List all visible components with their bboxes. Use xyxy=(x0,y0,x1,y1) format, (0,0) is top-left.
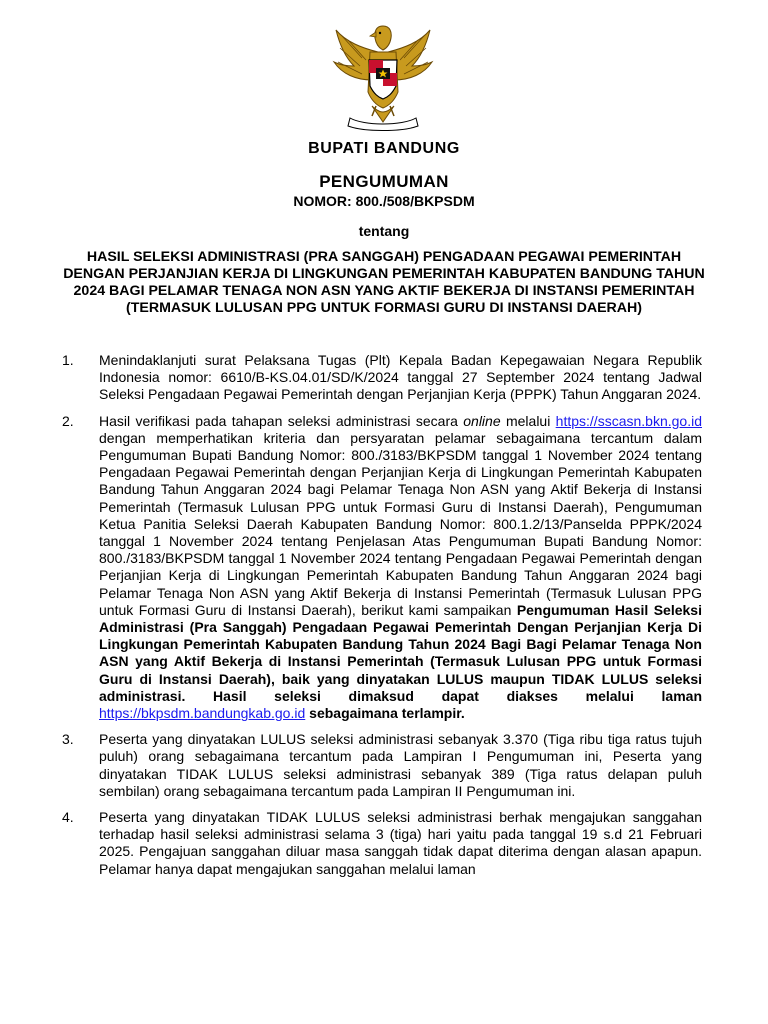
bold-statement-end: sebagaimana terlampir. xyxy=(305,705,465,722)
issuer-heading: BUPATI BANDUNG xyxy=(308,140,460,157)
text-segment: dengan memperhatikan kriteria dan persyaratan pelamar sebagaimana tercantum dalam Pengumuman Bupati Bandung Nomor: 800./3183/BKPSDM tanggal 1 November 2024 tentang Pengadaan Pegawai Pemerintah dengan Perjanjian Kerja di Lingkungan Pemerintah Kabupaten Bandung Tahun Anggaran 2024 bagi Pelamar Tenaga Non ASN yang Aktif Bekerja di Instansi Pemerintah (Termasuk Lulusan PPG untuk Formasi Guru di Instansi Daerah), Pengumuman Ketua Panitia Seleksi Daerah Kabupaten Bandung Nomor: 800.1.2/13/Panselda PPPK/2024 tanggal 1 November 2024 tentang Penjelasan Atas Pengumuman Bupati Bandung Nomor: 800./3183/BKPSDM tanggal 1 November 2024 tentang Pengadaan Pegawai Pemerintah dengan Perjanjian Kerja di Lingkungan Pemerintah Kabupaten Bandung Tahun Anggaran 2024 bagi Pelamar Tenaga Non ASN yang Aktif Bekerja di Instansi Pemerintah (Termasuk Lulusan PPG untuk Formasi Guru di Instansi Daerah), berikut kami sampaikan xyxy=(99,429,702,618)
list-item-text: Peserta yang dinyatakan LULUS seleksi administrasi sebanyak 3.370 (Tiga ribu tiga ratus tujuh puluh) orang sebagaimana tercantum pada Lampiran I Pengumuman ini, Peserta yang dinyatakan TIDAK LULUS seleksi administrasi sebanyak 389 (Tiga ratus delapan puluh sembilan) orang sebagaimana tercantum pada Lampiran II Pengumuman ini. xyxy=(99,731,702,799)
sscasn-link[interactable]: https://sscasn.bkn.go.id xyxy=(555,412,702,429)
list-item-text: Peserta yang dinyatakan TIDAK LULUS seleksi administrasi berhak mengajukan sanggahan terhadap hasil seleksi administrasi selama 3 (tiga) hari yaitu pada tanggal 19 s.d 21 Februari 2025. Pengajuan sanggahan diluar masa sanggah tidak dapat diterima dengan alasan apapun. Pelamar hanya dapat mengajukan sanggahan melalui laman xyxy=(99,809,702,877)
text-segment: melalui xyxy=(500,412,556,429)
bkpsdm-link[interactable]: https://bkpsdm.bandungkab.go.id xyxy=(99,705,306,722)
bold-statement: Pengumuman Hasil Seleksi Administrasi (Pra Sanggah) Pengadaan Pegawai Pemerintah Dengan Perjanjian Kerja Di Lingkungan Pemerintah Kabupaten Bandung Tahun 2024 Bagi Bagi Pelamar Tenaga Non ASN yang Aktif Bekerja di Instansi Pemerintah (Termasuk Lulusan PPG untuk Formasi Guru di Instansi Daerah), baik yang dinyatakan LULUS maupun TIDAK LULUS seleksi administrasi. Hasil seleksi dimaksud dapat diakses melalui laman xyxy=(99,601,702,704)
document-type-heading: PENGUMUMAN xyxy=(319,172,449,191)
document-number: NOMOR: 800./508/BKPSDM xyxy=(293,193,475,209)
list-item xyxy=(62,413,702,723)
online-term: online xyxy=(463,412,501,429)
list-item-number: 4. xyxy=(62,809,74,826)
list-item-number: 2. xyxy=(62,412,74,429)
list-item-text: Menindaklanjuti surat Pelaksana Tugas (Plt) Kepala Badan Kepegawaian Negara Republik Indonesia nomor: 6610/B-KS.04.01/SD/K/2024 tanggal 27 September 2024 tentang Jadwal Seleksi Pengadaan Pegawai Pemerintah dengan Perjanjian Kerja (PPPK) Tahun Anggaran 2024. xyxy=(99,352,702,403)
list-item xyxy=(62,352,702,404)
list-item-number: 1. xyxy=(62,352,74,368)
document-title: HASIL SELEKSI ADMINISTRASI (PRA SANGGAH) PENGADAAN PEGAWAI PEMERINTAH DENGAN PERJANJIAN KERJA DI LINGKUNGAN PEMERINTAH KABUPATEN BANDUNG TAHUN 2024 BAGI PELAMAR TENAGA NON ASN YANG AKTIF BEKERJA DI INSTANSI PEMERINTAH (TERMASUK LULUSAN PPG UNTUK FORMASI GURU DI INSTANSI DAERAH) xyxy=(63,249,705,316)
announcement-list xyxy=(62,352,702,887)
list-item xyxy=(62,731,702,800)
list-item xyxy=(62,809,702,878)
garuda-emblem-icon xyxy=(332,22,434,132)
text-segment: Hasil verifikasi pada tahapan seleksi administrasi secara xyxy=(99,412,464,429)
about-label: tentang xyxy=(358,223,410,239)
list-item-number: 3. xyxy=(62,731,74,748)
list-item-text xyxy=(99,413,702,723)
